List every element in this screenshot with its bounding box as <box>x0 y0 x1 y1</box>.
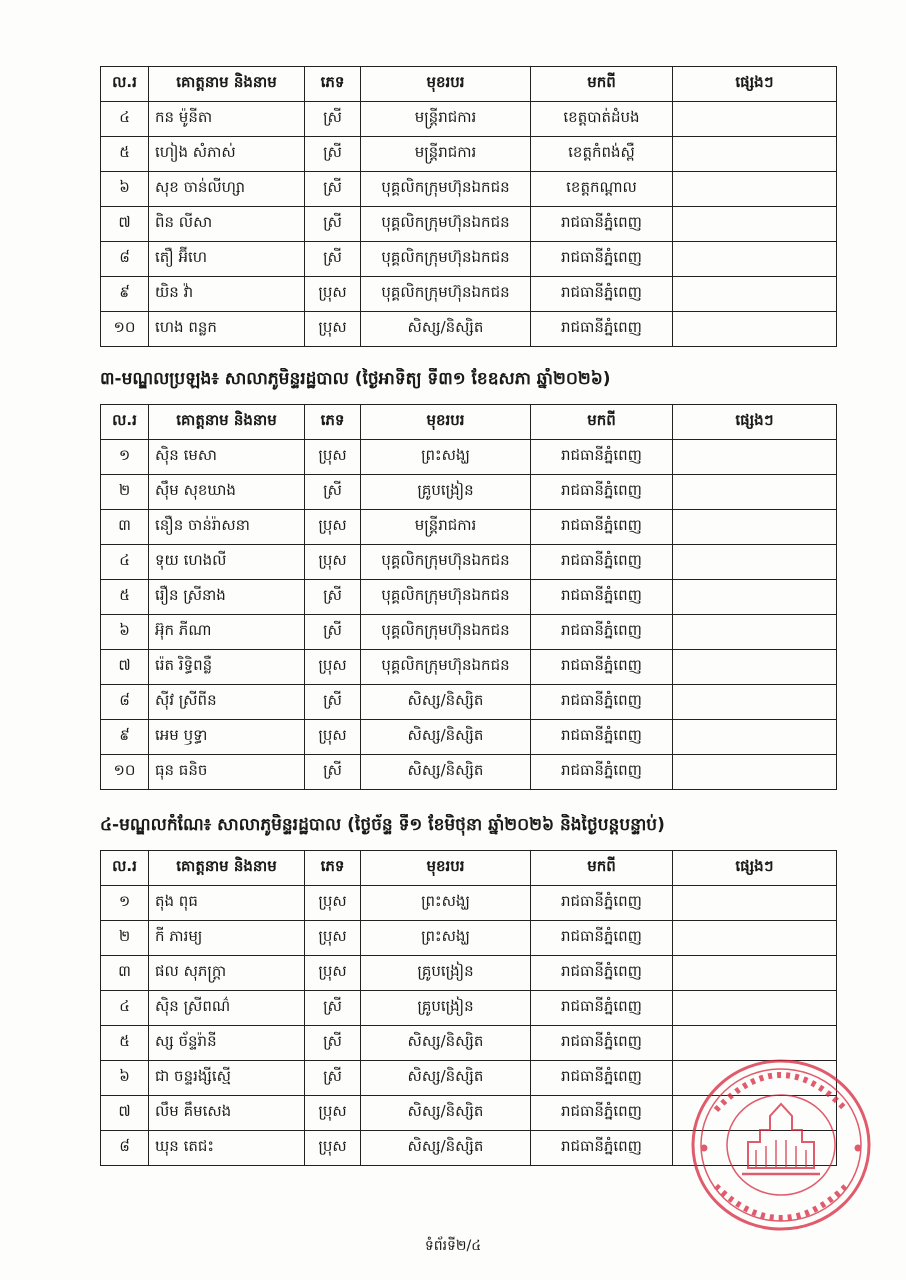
table-row <box>101 102 837 137</box>
table-row <box>101 956 837 991</box>
cell-origin: រាជធានីភ្នំពេញ <box>531 1026 673 1061</box>
cell-sex: ប្រុស <box>305 886 361 921</box>
cell-origin: រាជធានីភ្នំពេញ <box>531 685 673 720</box>
cell-other <box>673 615 837 650</box>
cell-sex: ស្រី <box>305 615 361 650</box>
header-sex: ភេទ <box>305 67 361 102</box>
cell-name: តឿ អ៊ីហេ <box>149 242 305 277</box>
table-row <box>101 545 837 580</box>
cell-name: ទុយ ហេងលី <box>149 545 305 580</box>
header-occupation: មុខរបរ <box>361 67 531 102</box>
roster-table-exam-center <box>100 404 837 790</box>
cell-origin: រាជធានីភ្នំពេញ <box>531 956 673 991</box>
cell-sex: ស្រី <box>305 991 361 1026</box>
cell-occupation: ព្រះសង្ឃ <box>361 886 531 921</box>
table-row <box>101 312 837 347</box>
cell-other <box>673 207 837 242</box>
header-name: គោត្តនាម និងនាម <box>149 405 305 440</box>
cell-other <box>673 755 837 790</box>
section-4-title: ៤-មណ្ឌលកំណែ៖ សាលាភូមិន្ទរដ្ឋបាល (ថ្ងៃច័ន្ទ ទី១ ខែមិថុនា ឆ្នាំ២០២៦ និងថ្ងៃបន្តបន្ទាប់) <box>100 815 665 835</box>
cell-origin: រាជធានីភ្នំពេញ <box>531 545 673 580</box>
table-row <box>101 580 837 615</box>
cell-origin: រាជធានីភ្នំពេញ <box>531 580 673 615</box>
cell-number: ៣ <box>101 510 149 545</box>
cell-origin: រាជធានីភ្នំពេញ <box>531 312 673 347</box>
cell-sex: ប្រុស <box>305 956 361 991</box>
table-row <box>101 650 837 685</box>
cell-occupation: បុគ្គលិកក្រុមហ៊ុនឯកជន <box>361 207 531 242</box>
cell-number: ៥ <box>101 137 149 172</box>
table-row <box>101 921 837 956</box>
table-header-row <box>101 405 837 440</box>
cell-number: ៥ <box>101 1026 149 1061</box>
cell-origin: រាជធានីភ្នំពេញ <box>531 720 673 755</box>
cell-number: ៦ <box>101 172 149 207</box>
cell-name: ស៊ឹម សុខឃាង <box>149 475 305 510</box>
cell-other <box>673 277 837 312</box>
cell-name: អ៊ុក ភីណា <box>149 615 305 650</box>
cell-occupation: បុគ្គលិកក្រុមហ៊ុនឯកជន <box>361 615 531 650</box>
header-name: គោត្តនាម និងនាម <box>149 851 305 886</box>
cell-origin: រាជធានីភ្នំពេញ <box>531 207 673 242</box>
header-number: ល.រ <box>101 405 149 440</box>
table-row <box>101 277 837 312</box>
cell-name: អេម ឫទ្ធា <box>149 720 305 755</box>
cell-number: ៧ <box>101 1096 149 1131</box>
cell-occupation: សិស្ស/និស្សិត <box>361 1026 531 1061</box>
cell-occupation: សិស្ស/និស្សិត <box>361 755 531 790</box>
cell-other <box>673 685 837 720</box>
table-row <box>101 720 837 755</box>
cell-occupation: គ្រូបង្រៀន <box>361 991 531 1026</box>
cell-occupation: បុគ្គលិកក្រុមហ៊ុនឯកជន <box>361 277 531 312</box>
cell-name: រឿន ស្រីនាង <box>149 580 305 615</box>
cell-occupation: បុគ្គលិកក្រុមហ៊ុនឯកជន <box>361 242 531 277</box>
cell-number: ២ <box>101 475 149 510</box>
cell-origin: រាជធានីភ្នំពេញ <box>531 242 673 277</box>
cell-origin: ខេត្តកណ្តាល <box>531 172 673 207</box>
table-row <box>101 207 837 242</box>
header-name: គោត្តនាម និងនាម <box>149 67 305 102</box>
cell-other <box>673 102 837 137</box>
cell-name: យិន វ៉ា <box>149 277 305 312</box>
cell-occupation: បុគ្គលិកក្រុមហ៊ុនឯកជន <box>361 172 531 207</box>
cell-name: ធុន ធនិច <box>149 755 305 790</box>
cell-name: រ៉េត រិទ្ធិពន្លឺ <box>149 650 305 685</box>
cell-occupation: មន្ត្រីរាជការ <box>361 102 531 137</box>
cell-other <box>673 510 837 545</box>
cell-name: ហៀង សំភាស់ <box>149 137 305 172</box>
cell-name: សុខ ចាន់លីហ្សា <box>149 172 305 207</box>
table-row <box>101 991 837 1026</box>
cell-number: ៦ <box>101 615 149 650</box>
cell-number: ១ <box>101 886 149 921</box>
cell-sex: ស្រី <box>305 755 361 790</box>
table-row <box>101 475 837 510</box>
cell-name: កន ម៉ូនីតា <box>149 102 305 137</box>
header-origin: មកពី <box>531 851 673 886</box>
cell-sex: ប្រុស <box>305 510 361 545</box>
table-row <box>101 755 837 790</box>
official-seal-icon <box>686 1050 876 1240</box>
header-number: ល.រ <box>101 67 149 102</box>
cell-number: ៧ <box>101 207 149 242</box>
header-sex: ភេទ <box>305 851 361 886</box>
header-origin: មកពី <box>531 67 673 102</box>
cell-other <box>673 720 837 755</box>
cell-origin: រាជធានីភ្នំពេញ <box>531 277 673 312</box>
cell-sex: ប្រុស <box>305 312 361 347</box>
cell-other <box>673 886 837 921</box>
cell-occupation: សិស្ស/និស្សិត <box>361 312 531 347</box>
table-row <box>101 440 837 475</box>
cell-sex: ស្រី <box>305 102 361 137</box>
cell-occupation: សិស្ស/និស្សិត <box>361 1061 531 1096</box>
cell-origin: ខេត្តបាត់ដំបង <box>531 102 673 137</box>
cell-occupation: បុគ្គលិកក្រុមហ៊ុនឯកជន <box>361 650 531 685</box>
cell-number: ១០ <box>101 755 149 790</box>
cell-sex: ស្រី <box>305 137 361 172</box>
cell-other <box>673 921 837 956</box>
header-occupation: មុខរបរ <box>361 851 531 886</box>
header-other: ផ្សេងៗ <box>673 851 837 886</box>
cell-number: ១០ <box>101 312 149 347</box>
roster-table-continued <box>100 66 837 347</box>
cell-number: ៣ <box>101 956 149 991</box>
cell-origin: រាជធានីភ្នំពេញ <box>531 615 673 650</box>
cell-other <box>673 312 837 347</box>
cell-number: ៦ <box>101 1061 149 1096</box>
table-row <box>101 886 837 921</box>
table-row <box>101 685 837 720</box>
cell-occupation: ព្រះសង្ឃ <box>361 440 531 475</box>
cell-origin: ខេត្តកំពង់ស្ពឺ <box>531 137 673 172</box>
header-origin: មកពី <box>531 405 673 440</box>
cell-origin: រាជធានីភ្នំពេញ <box>531 886 673 921</box>
cell-occupation: មន្ត្រីរាជការ <box>361 510 531 545</box>
cell-other <box>673 242 837 277</box>
header-sex: ភេទ <box>305 405 361 440</box>
header-other: ផ្សេងៗ <box>673 405 837 440</box>
cell-number: ៤ <box>101 991 149 1026</box>
cell-sex: ស្រី <box>305 475 361 510</box>
cell-sex: ស្រី <box>305 242 361 277</box>
table-row <box>101 242 837 277</box>
cell-sex: ប្រុស <box>305 1096 361 1131</box>
cell-name: ផល សុភក្ត្រា <box>149 956 305 991</box>
cell-other <box>673 956 837 991</box>
cell-name: ស៊ីវ ស្រីពីន <box>149 685 305 720</box>
section-3-title: ៣-មណ្ឌលប្រឡង៖ សាលាភូមិន្ទរដ្ឋបាល (ថ្ងៃអាទិត្យ ទី៣១ ខែឧសភា ឆ្នាំ២០២៦) <box>100 369 611 389</box>
header-number: ល.រ <box>101 851 149 886</box>
cell-origin: រាជធានីភ្នំពេញ <box>531 440 673 475</box>
cell-origin: រាជធានីភ្នំពេញ <box>531 650 673 685</box>
cell-sex: ស្រី <box>305 685 361 720</box>
cell-sex: ប្រុស <box>305 650 361 685</box>
table-row <box>101 615 837 650</box>
cell-occupation: សិស្ស/និស្សិត <box>361 1131 531 1166</box>
cell-name: ជា ចន្ទរង្សីស្មើ <box>149 1061 305 1096</box>
cell-name: នឿន ចាន់រ៉ាសនា <box>149 510 305 545</box>
cell-sex: ស្រី <box>305 172 361 207</box>
cell-number: ១ <box>101 440 149 475</box>
cell-sex: ស្រី <box>305 1061 361 1096</box>
cell-sex: ស្រី <box>305 207 361 242</box>
cell-number: ៩ <box>101 277 149 312</box>
cell-number: ៧ <box>101 650 149 685</box>
cell-sex: ប្រុស <box>305 921 361 956</box>
cell-number: ៩ <box>101 720 149 755</box>
cell-occupation: សិស្ស/និស្សិត <box>361 1096 531 1131</box>
cell-origin: រាជធានីភ្នំពេញ <box>531 1096 673 1131</box>
cell-sex: ប្រុស <box>305 545 361 580</box>
cell-sex: ប្រុស <box>305 440 361 475</box>
cell-other <box>673 650 837 685</box>
cell-sex: ស្រី <box>305 580 361 615</box>
cell-other <box>673 137 837 172</box>
page-number: ទំព័រទី២/៤ <box>424 1238 482 1254</box>
cell-number: ៨ <box>101 1131 149 1166</box>
cell-other <box>673 475 837 510</box>
cell-name: តុង ពុធ <box>149 886 305 921</box>
cell-number: ៨ <box>101 242 149 277</box>
cell-origin: រាជធានីភ្នំពេញ <box>531 991 673 1026</box>
cell-name: លឹម គឹមសេង <box>149 1096 305 1131</box>
cell-sex: ប្រុស <box>305 1131 361 1166</box>
table-row <box>101 137 837 172</box>
cell-occupation: គ្រូបង្រៀន <box>361 475 531 510</box>
header-occupation: មុខរបរ <box>361 405 531 440</box>
cell-number: ២ <box>101 921 149 956</box>
cell-origin: រាជធានីភ្នំពេញ <box>531 921 673 956</box>
cell-origin: រាជធានីភ្នំពេញ <box>531 1061 673 1096</box>
cell-number: ៤ <box>101 102 149 137</box>
cell-name: ឃុន តេជះ <box>149 1131 305 1166</box>
cell-name: ស្ស ច័ន្ទរ៉ានី <box>149 1026 305 1061</box>
cell-other <box>673 580 837 615</box>
table-row <box>101 510 837 545</box>
cell-name: កី ភារម្យ <box>149 921 305 956</box>
cell-occupation: បុគ្គលិកក្រុមហ៊ុនឯកជន <box>361 545 531 580</box>
cell-origin: រាជធានីភ្នំពេញ <box>531 475 673 510</box>
cell-occupation: បុគ្គលិកក្រុមហ៊ុនឯកជន <box>361 580 531 615</box>
cell-name: ហេង ពន្លក <box>149 312 305 347</box>
cell-number: ៨ <box>101 685 149 720</box>
cell-other <box>673 172 837 207</box>
cell-number: ៥ <box>101 580 149 615</box>
table-header-row <box>101 67 837 102</box>
cell-sex: ស្រី <box>305 1026 361 1061</box>
cell-other <box>673 991 837 1026</box>
cell-other <box>673 440 837 475</box>
table-header-row <box>101 851 837 886</box>
cell-sex: ប្រុស <box>305 720 361 755</box>
cell-origin: រាជធានីភ្នំពេញ <box>531 755 673 790</box>
table-row <box>101 172 837 207</box>
cell-occupation: គ្រូបង្រៀន <box>361 956 531 991</box>
cell-name: ស៊ិន ស្រីពណ៌ <box>149 991 305 1026</box>
cell-occupation: ព្រះសង្ឃ <box>361 921 531 956</box>
cell-occupation: សិស្ស/និស្សិត <box>361 685 531 720</box>
cell-name: ស៊ិន មេសា <box>149 440 305 475</box>
header-other: ផ្សេងៗ <box>673 67 837 102</box>
cell-sex: ប្រុស <box>305 277 361 312</box>
cell-origin: រាជធានីភ្នំពេញ <box>531 1131 673 1166</box>
cell-origin: រាជធានីភ្នំពេញ <box>531 510 673 545</box>
cell-other <box>673 545 837 580</box>
cell-name: ពិន លីសា <box>149 207 305 242</box>
cell-occupation: សិស្ស/និស្សិត <box>361 720 531 755</box>
cell-occupation: មន្ត្រីរាជការ <box>361 137 531 172</box>
cell-number: ៤ <box>101 545 149 580</box>
